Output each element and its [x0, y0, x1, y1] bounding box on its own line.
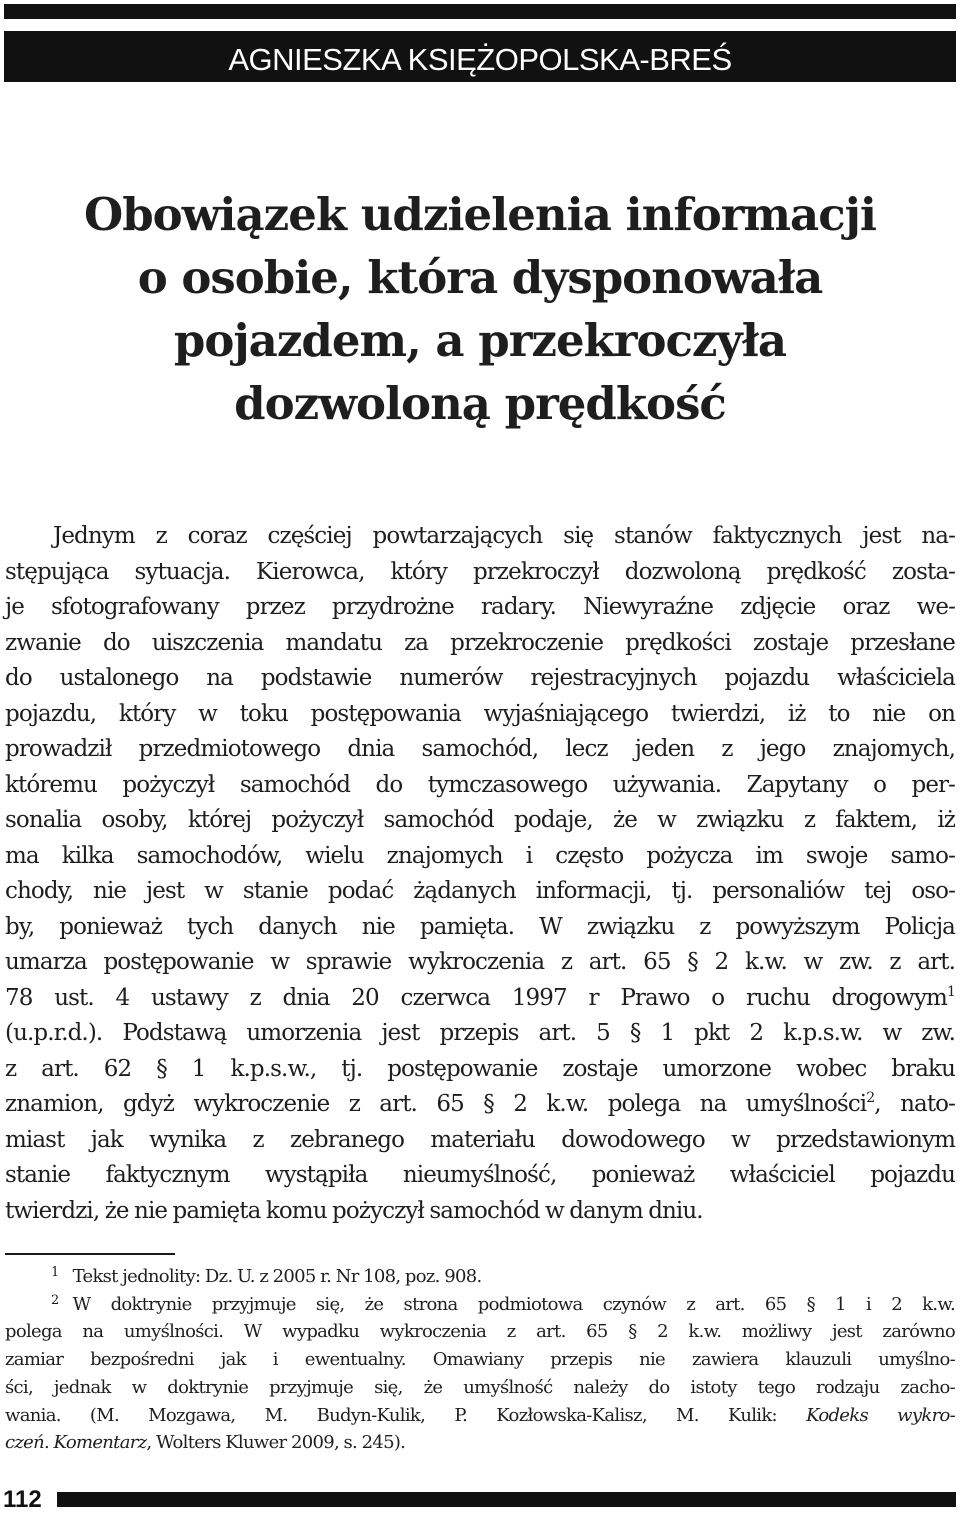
footnote-separator	[5, 1253, 175, 1255]
title-line: pojazdem, a przekroczyła	[173, 314, 787, 367]
title-line: dozwoloną prędkość	[234, 377, 726, 430]
footnote-line: polega na umyślności. W wypadku wykroczenia z art. 65 § 2 k.w. możliwy jest zarówno	[5, 1321, 955, 1343]
footnote-ref-2[interactable]: 2	[866, 1090, 875, 1106]
footnotes	[5, 1263, 955, 1457]
footnote-italic-title: Kodeks wykro-	[806, 1404, 955, 1426]
body-line-with-footnote-ref	[5, 1087, 955, 1123]
footnote-1: 1 Tekst jednolity: Dz. U. z 2005 r. Nr 108, poz. 908.	[51, 1265, 482, 1287]
body-line: umarza postępowanie w sprawie wykroczenia z art. 65 § 2 k.w. w zw. z art.	[5, 949, 955, 975]
body-line: chody, nie jest w stanie podać żądanych informacji, tj. personaliów tej oso-	[5, 878, 955, 904]
footnote-line-text: wania. (M. Mozgawa, M. Budyn-Kulik, P. Kozłowska-Kalisz, M. Kulik:	[5, 1404, 807, 1426]
footnote-text: W doktrynie przyjmuje się, że strona podmiotowa czynów z art. 65 § 1 i 2 k.w.	[72, 1293, 955, 1315]
body-line: je sfotografowany przez przydrożne radary. Niewyraźne zdjęcie oraz we-	[5, 594, 955, 620]
body-line-tail: , nato-	[874, 1091, 955, 1117]
body-line: pojazdu, który w toku postępowania wyjaśniającego twierdzi, iż to nie on	[5, 700, 955, 727]
body-line-with-footnote-ref	[5, 981, 955, 1017]
footnote-line: ści, jednak w doktrynie przyjmuje się, że umyślność należy do istoty tego rodzaju zacho-	[5, 1376, 955, 1398]
body-line: twierdzi, że nie pamięta komu pożyczył samochód w danym dniu.	[5, 1197, 703, 1224]
author-name: AGNIESZKA KSIĘŻOPOLSKA-BREŚ	[228, 42, 732, 77]
page-number: 112	[3, 1486, 42, 1513]
bottom-rule	[57, 1492, 956, 1507]
footnote-2: 2 W doktrynie przyjmuje się, że strona podmiotowa czynów z art. 65 § 1 i 2 k.w.	[51, 1292, 955, 1315]
body-line: któremu pożyczył samochód do tymczasowego używania. Zapytany o per-	[5, 771, 955, 798]
body-line: by, ponieważ tych danych nie pamięta. W związku z powyższym Policja	[5, 913, 955, 940]
footnote-line: zamiar bezpośredni jak i ewentualny. Omawiany przepis nie zawiera klauzuli umyślno-	[5, 1349, 955, 1371]
footnote-ref-1[interactable]: 1	[946, 983, 955, 1000]
footnote-italic-title: czeń. Komentarz	[5, 1432, 147, 1454]
top-rule	[4, 4, 956, 19]
footnote-line-text: , Wolters Kluwer 2009, s. 245).	[146, 1432, 406, 1454]
footnote-line	[5, 1402, 955, 1430]
body-line: miast jak wynika z zebranego materiału dowodowego w przedstawionym	[5, 1126, 955, 1153]
footnote-line	[5, 1429, 955, 1457]
title-line: Obowiązek udzielenia informacji	[84, 188, 876, 241]
body-line: prowadził przedmiotowego dnia samochód, lecz jeden z jego znajomych,	[5, 736, 955, 762]
title-line: o osobie, która dysponowała	[137, 251, 823, 304]
body-line: sonalia osoby, której pożyczył samochód podaje, że w związku z faktem, iż	[5, 807, 955, 833]
body-line: ma kilka samochodów, wielu znajomych i często pożycza im swoje samo-	[5, 842, 955, 869]
body-line-text: 78 ust. 4 ustawy z dnia 20 czerwca 1997 r Prawo o ruchu drogowym	[5, 984, 947, 1011]
footnote-text: Tekst jednolity: Dz. U. z 2005 r. Nr 108, poz. 908.	[72, 1266, 482, 1287]
body-line-text: znamion, gdyż wykroczenie z art. 65 § 2 k.w. polega na umyślności	[5, 1091, 867, 1117]
body-line: (u.p.r.d.). Podstawą umorzenia jest przepis art. 5 § 1 pkt 2 k.p.s.w. w zw.	[5, 1020, 955, 1046]
author-header	[4, 31, 956, 82]
article-title	[10, 183, 950, 435]
body-line: zwanie do uiszczenia mandatu za przekroczenie prędkości zostaje przesłane	[5, 629, 955, 656]
body-line: stępująca sytuacja. Kierowca, który przekroczył dozwoloną prędkość zosta-	[5, 558, 955, 585]
article-body	[5, 519, 955, 1229]
body-line: do ustalonego na podstawie numerów rejestracyjnych pojazdu właściciela	[5, 665, 955, 691]
body-line: z art. 62 § 1 k.p.s.w., tj. postępowanie zostaje umorzone wobec braku	[5, 1055, 955, 1082]
body-line: Jednym z coraz częściej powtarzających się stanów faktycznych jest na-	[53, 523, 955, 549]
body-line: stanie faktycznym wystąpiła nieumyślność, ponieważ właściciel pojazdu	[5, 1162, 955, 1188]
